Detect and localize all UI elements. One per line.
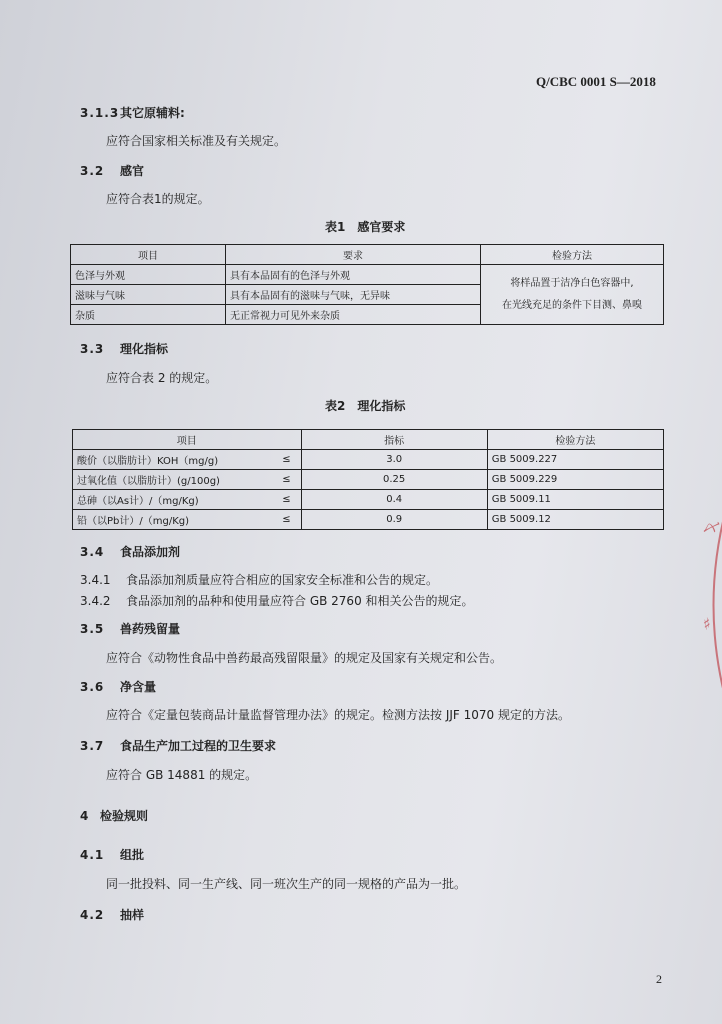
table-header-cell: 检验方法 xyxy=(487,430,663,450)
section-3-7-text: 应符合 GB 14881 的规定。 xyxy=(106,768,258,782)
table-header-cell: 项目 xyxy=(73,430,302,450)
table-cell: 铅（以Pb计）/（mg/Kg) xyxy=(73,510,273,530)
table-header-cell: 项目 xyxy=(71,245,226,265)
physchem-table xyxy=(72,429,664,530)
section-number: 4.2 xyxy=(80,908,105,922)
section-title: 其它原辅料: xyxy=(120,106,185,120)
table-cell: ≤ xyxy=(272,450,301,470)
section-number: 3.1.3 xyxy=(80,106,120,120)
section-title: 理化指标 xyxy=(120,342,169,356)
section-title: 感官 xyxy=(120,164,145,178)
table-cell: 色泽与外观 xyxy=(71,265,226,285)
sensory-table xyxy=(70,244,664,325)
section-title: 组批 xyxy=(120,848,145,862)
table2-caption: 表2 理化指标 xyxy=(325,399,406,413)
method-line: 在光线充足的条件下目测、鼻嗅 xyxy=(502,299,642,311)
table-cell: 具有本品固有的滋味与气味，无异味 xyxy=(226,285,481,305)
section-title: 食品生产加工过程的卫生要求 xyxy=(120,739,277,753)
table-cell: 总砷（以As计）/（mg/Kg) xyxy=(73,490,273,510)
section-number: 3.7 xyxy=(80,739,105,753)
section-3-7-heading xyxy=(80,737,276,754)
table-row xyxy=(73,490,664,510)
table-cell: GB 5009.227 xyxy=(487,450,663,470)
clause-number: 3.4.1 xyxy=(80,573,111,587)
section-number: 3.5 xyxy=(80,622,105,636)
section-3-4-1 xyxy=(80,571,438,588)
section-number: 3.2 xyxy=(80,164,105,178)
table-cell: 具有本品固有的色泽与外观 xyxy=(226,265,481,285)
seal-stamp-fragment xyxy=(692,490,722,720)
table-cell: 0.25 xyxy=(301,470,487,490)
table-row xyxy=(73,470,664,490)
table-cell: ≤ xyxy=(272,490,301,510)
table-cell: 无正常视力可见外来杂质 xyxy=(226,305,481,325)
table-header-row xyxy=(71,245,664,265)
section-number: 3.3 xyxy=(80,342,105,356)
svg-text:〆: 〆 xyxy=(700,515,722,540)
section-number: 4 xyxy=(80,809,89,823)
section-3-3-heading xyxy=(80,340,168,357)
table-cell: 0.9 xyxy=(301,510,487,530)
table-cell: GB 5009.12 xyxy=(487,510,663,530)
table-cell: 3.0 xyxy=(301,450,487,470)
clause-text: 食品添加剂质量应符合相应的国家安全标准和公告的规定。 xyxy=(126,573,439,587)
section-3-3-text: 应符合表 2 的规定。 xyxy=(106,371,218,385)
table-row xyxy=(73,450,664,470)
section-title: 食品添加剂 xyxy=(120,545,181,559)
table-header-cell: 检验方法 xyxy=(481,245,664,265)
section-title: 净含量 xyxy=(120,680,157,694)
section-3-6-heading xyxy=(80,678,156,695)
section-4-2-heading xyxy=(80,906,144,923)
section-number: 3.4 xyxy=(80,545,105,559)
section-number: 3.6 xyxy=(80,680,105,694)
table-row xyxy=(71,265,664,285)
section-4-heading xyxy=(80,807,148,824)
table-cell: 酸价（以脂肪计）KOH（mg/g) xyxy=(73,450,273,470)
table-cell: ≤ xyxy=(272,510,301,530)
section-title: 检验规则 xyxy=(100,809,149,823)
section-3-5-heading xyxy=(80,620,180,637)
table-cell: GB 5009.229 xyxy=(487,470,663,490)
section-4-1-heading xyxy=(80,846,144,863)
clause-number: 3.4.2 xyxy=(80,594,111,608)
section-3-1-3-heading xyxy=(80,104,185,121)
table-cell: 滋味与气味 xyxy=(71,285,226,305)
table-header-row xyxy=(73,430,664,450)
table-cell: GB 5009.11 xyxy=(487,490,663,510)
section-3-4-2 xyxy=(80,592,474,609)
doc-code: Q/CBC 0001 S—2018 xyxy=(536,74,656,89)
method-line: 将样品置于洁净白色容器中, xyxy=(510,277,634,289)
clause-text: 食品添加剂的品种和使用量应符合 GB 2760 和相关公告的规定。 xyxy=(126,594,474,608)
table-cell: 杂质 xyxy=(71,305,226,325)
section-4-1-text: 同一批投料、同一生产线、同一班次生产的同一规格的产品为一批。 xyxy=(106,877,467,891)
section-3-2-heading xyxy=(80,162,144,179)
table-cell: ≤ xyxy=(272,470,301,490)
table-header-cell: 指标 xyxy=(301,430,487,450)
section-3-2-text: 应符合表1的规定。 xyxy=(106,192,210,206)
table-header-cell: 要求 xyxy=(226,245,481,265)
section-number: 4.1 xyxy=(80,848,105,862)
section-title: 兽药残留量 xyxy=(120,622,181,636)
table-cell: 0.4 xyxy=(301,490,487,510)
method-cell xyxy=(481,265,664,325)
page-number: 2 xyxy=(656,972,662,986)
section-3-4-heading xyxy=(80,543,180,560)
section-3-5-text: 应符合《动物性食品中兽药最高残留限量》的规定及国家有关规定和公告。 xyxy=(106,651,503,665)
table-row xyxy=(73,510,664,530)
section-3-6-text: 应符合《定量包装商品计量监督管理办法》的规定。检测方法按 JJF 1070 规定的方法。 xyxy=(106,708,570,722)
section-title: 抽样 xyxy=(120,908,145,922)
table-cell: 过氧化值（以脂肪计）(g/100g) xyxy=(73,470,273,490)
svg-text:♯: ♯ xyxy=(701,613,713,634)
section-3-1-3-text: 应符合国家相关标准及有关规定。 xyxy=(106,134,287,148)
table1-caption: 表1 感官要求 xyxy=(325,220,406,234)
